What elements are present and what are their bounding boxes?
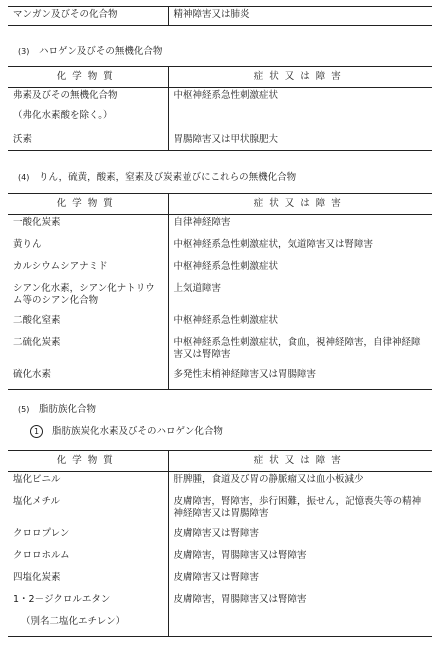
symptom-cell: 中枢神経系急性刺激症状，気道障害又は腎障害 [173,239,374,250]
substance-cell: 1・2－ジクロルエタン [8,592,168,614]
substance-cell: 四塩化炭素 [8,570,168,592]
header-substance: 化学物質 [8,67,168,88]
table-manganese [8,6,432,26]
substance-name: 弗素及びその無機化合物 [13,90,118,101]
header-symptom: 症状又は障害 [168,451,432,472]
substance-cell: 二酸化窒素 [8,313,168,335]
symptom-cell: 中枢神経系急性刺激症状，食血，視神経障害，自律神経障害又は腎障害 [173,337,421,360]
table-row [8,335,432,367]
substance-cell: 一酸化炭素 [8,215,168,238]
substance-cell: シアン化水素，シアン化ナトリウム等のシアン化合物 [8,281,168,313]
table-row [8,281,432,313]
substance-cell: 二硫化炭素 [8,335,168,367]
symptom-cell: 中枢神経系急性刺激症状 [173,315,279,326]
table-row [8,132,432,151]
header-substance: 化学物質 [8,451,168,472]
symptom-cell: 皮膚障害，胃腸障害又は腎障害 [173,594,307,605]
table-row [8,570,432,592]
section-title: 脂肪族化合物 [39,404,97,415]
table-row [8,215,432,238]
symptom-cell [168,614,432,637]
table-row [8,526,432,548]
substance-cell [8,614,168,637]
section-heading-3 [18,46,162,58]
table-row [8,237,432,259]
symptom-cell: 中枢神経系急性刺激症状 [173,261,279,272]
substance-cell: 塩化ビニル [8,472,168,495]
table-row [8,592,432,614]
subsection-heading-1 [30,425,223,438]
table-row [8,472,432,495]
table-row [8,259,432,281]
table-aliphatic [8,450,432,637]
table-header [8,451,432,472]
symptom-cell: 皮膚障害又は腎障害 [173,572,260,583]
header-symptom: 症状又は障害 [168,67,432,88]
symptom-cell: 上気道障害 [173,283,222,294]
table-row [8,548,432,570]
section-number: (3) [18,47,30,56]
table-header [8,194,432,215]
header-substance: 化学物質 [8,194,168,215]
table-row [8,614,432,637]
substance-cell: マンガン及びその化合物 [8,7,168,26]
section-heading-4 [18,172,296,184]
substance-note: （弗化水素酸を除く。） [13,110,113,121]
substance-cell: 塩化メチル [8,494,168,526]
substance-cell: カルシウムシアナミド [8,259,168,281]
table-row [8,367,432,390]
substance-cell: 黄りん [8,237,168,259]
symptom-cell: 皮膚障害，胃腸障害又は腎障害 [173,550,307,561]
subsection-title: 脂肪族炭化水素及びそのハロゲン化合物 [52,426,223,437]
symptom-cell: 肝脾腫，食道及び胃の静脈瘤又は血小板減少 [173,474,364,485]
symptom-cell: 自律神経障害 [173,217,231,228]
symptom-cell: 多発性末梢神経障害又は胃腸障害 [168,367,432,390]
table-row [8,494,432,526]
symptom-cell: 精神障害又は肺炎 [168,7,432,26]
symptom-cell: 皮膚障害，腎障害，歩行困難，振せん，記憶喪失等の精神神経障害又は胃腸障害 [173,496,422,519]
circled-number-icon: 1 [30,425,43,438]
substance-cell: 硫化水素 [8,367,168,390]
section-heading-5 [18,404,96,416]
substance-cell: クロロホルム [8,548,168,570]
table-row [8,313,432,335]
substance-cell: 沃素 [8,132,168,151]
section-number: (5) [18,405,30,414]
header-symptom: 症状又は障害 [168,194,432,215]
table-header [8,67,432,88]
table-inorganic [8,193,432,390]
section-number: (4) [18,173,30,182]
substance-cell [8,88,168,133]
table-row [8,88,432,133]
substance-alias: （別名二塩化エチレン） [21,616,126,627]
substance-cell: クロロプレン [8,526,168,548]
symptom-cell: 中枢神経系急性刺激症状 [173,90,279,101]
table-halogen [8,66,432,151]
table-row [8,7,432,26]
symptom-cell: 胃腸障害又は甲状腺肥大 [168,132,432,151]
section-title: ハロゲン及びその無機化合物 [39,46,163,57]
section-title: りん，硫黄，酸素，窒素及び炭素並びにこれらの無機化合物 [39,172,297,183]
symptom-cell: 皮膚障害又は腎障害 [173,528,260,539]
